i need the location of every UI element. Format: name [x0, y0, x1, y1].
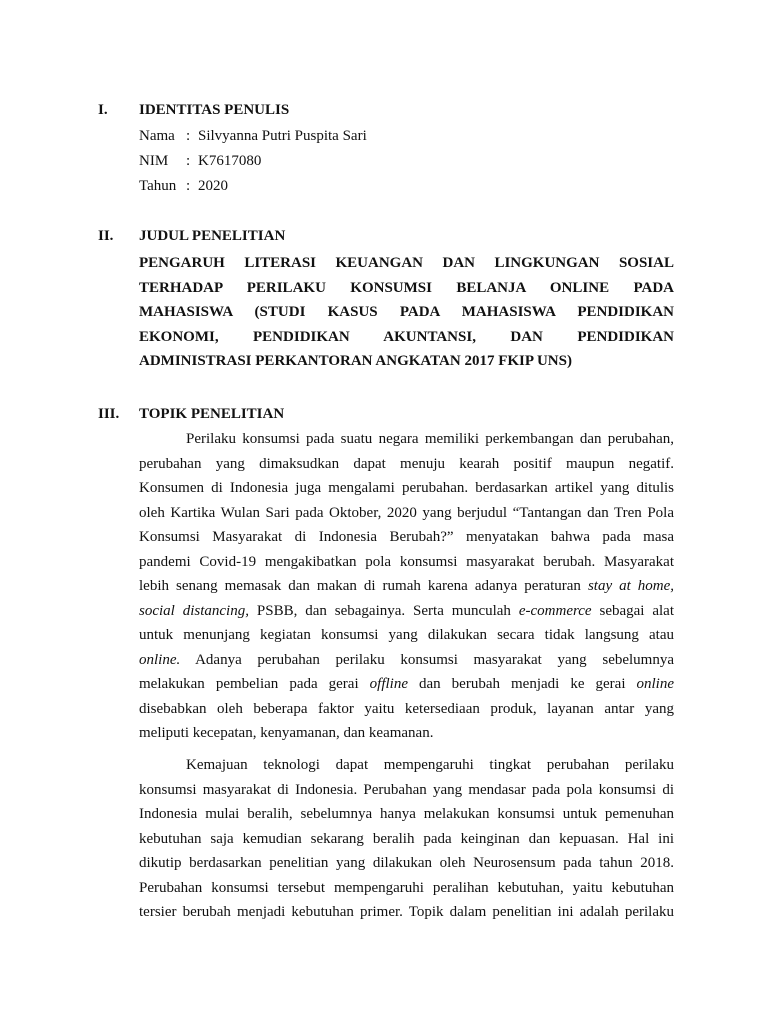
- research-title-line: ADMINISTRASI PERKANTORAN ANGKATAN 2017 FKIP UNS): [139, 353, 572, 369]
- research-title-line: TERHADAP PERILAKU KONSUMSI BELANJA ONLINE PADA: [139, 279, 674, 296]
- section-number-3: III.: [98, 406, 120, 422]
- paragraph-line: [139, 599, 674, 624]
- text-run: lebih senang memasak dan makan di rumah karena adanya peraturan: [139, 578, 588, 594]
- paragraph-line: kebutuhan saja kemudian sekarang beralih pada keinginan dan kepuasan. Hal ini: [139, 830, 674, 847]
- text-run: PSBB, dan sebagainya. Serta munculah: [248, 602, 519, 619]
- italic-term: e-commerce: [518, 602, 592, 619]
- paragraph-line: Kemajuan teknologi dapat mempengaruhi tingkat perubahan perilaku: [186, 757, 674, 773]
- paragraph-line: perubahan yang dimaksudkan dapat menuju kearah positif maupun negatif.: [139, 455, 674, 472]
- identity-colon: :: [186, 128, 191, 144]
- italic-term: online: [636, 676, 675, 692]
- identity-value: Silvyanna Putri Puspita Sari: [198, 128, 367, 144]
- paragraph-line: disebabkan oleh beberapa faktor yaitu ketersediaan produk, layanan antar yang: [139, 700, 674, 717]
- research-title-line: EKONOMI, PENDIDIKAN AKUNTANSI, DAN PENDIDIKAN: [139, 328, 674, 345]
- italic-term: online.: [139, 651, 181, 668]
- paragraph-line: [139, 648, 674, 673]
- paragraph-line: dikutip berdasarkan penelitian yang dilakukan oleh Neurosensum pada tahun 2018.: [139, 855, 674, 871]
- paragraph-line: Indonesia mulai beralih, sebelumnya hanya melakukan konsumsi untuk pemenuhan: [139, 806, 674, 822]
- paragraph-line: Perubahan konsumsi tersebut mempengaruhi peralihan kebutuhan, yaitu kebutuhan: [139, 879, 674, 896]
- research-title-line: MAHASISWA (STUDI KASUS PADA MAHASISWA PENDIDIKAN: [139, 304, 674, 320]
- italic-term: stay at home,: [587, 578, 674, 594]
- section-number-2: II.: [98, 228, 114, 244]
- paragraph-line: oleh Kartika Wulan Sari pada Oktober, 2020 yang berjudul “Tantangan dan Tren Pola: [139, 504, 674, 521]
- identity-label: Tahun: [139, 178, 177, 194]
- identity-label: NIM: [139, 153, 169, 169]
- paragraph-line: meliputi kecepatan, kenyamanan, dan keamanan.: [139, 725, 434, 741]
- text-run: Adanya perubahan perilaku konsumsi masyarakat yang sebelumnya: [180, 651, 674, 668]
- identity-label: Nama: [139, 128, 175, 144]
- section-title-judul: JUDUL PENELITIAN: [139, 228, 286, 244]
- identity-value: K7617080: [198, 153, 262, 169]
- text-run: melakukan pembelian pada gerai: [139, 676, 370, 692]
- text-run: dan berubah menjadi ke gerai: [407, 676, 637, 692]
- text-run: sebagai alat: [591, 602, 675, 619]
- research-title: [139, 251, 674, 374]
- identity-value: 2020: [198, 178, 228, 194]
- paragraph-line: [139, 672, 674, 697]
- paragraph-line: Konsumen di Indonesia juga mengalami perubahan. berdasarkan artikel yang ditulis: [139, 480, 674, 496]
- paragraph-line: pandemi Covid-19 mengakibatkan pola konsumsi masyarakat berubah. Masyarakat: [139, 553, 674, 570]
- paragraph-line: Perilaku konsumsi pada suatu negara memiliki perkembangan dan perubahan,: [186, 431, 674, 447]
- paragraph-line: untuk menunjang kegiatan konsumsi yang dilakukan secara tidak langsung atau: [139, 627, 674, 643]
- paragraph-line: konsumsi masyarakat di Indonesia. Perubahan yang mendasar pada pola konsumsi di: [139, 781, 674, 798]
- paragraph-line: tersier berubah menjadi kebutuhan primer. Topik dalam penelitian ini adalah perilaku: [139, 904, 674, 920]
- italic-term: social distancing,: [139, 602, 249, 619]
- section-number-1: I.: [98, 102, 108, 118]
- paragraph-line: [139, 574, 674, 599]
- identity-colon: :: [186, 178, 191, 194]
- italic-term: offline: [369, 676, 408, 692]
- research-title-line: PENGARUH LITERASI KEUANGAN DAN LINGKUNGAN SOSIAL: [139, 255, 674, 271]
- paragraph-line: Konsumsi Masyarakat di Indonesia Berubah?” menyatakan bahwa pada masa: [139, 529, 674, 545]
- identity-colon: :: [186, 153, 191, 169]
- paragraph-2: [139, 753, 674, 925]
- paragraph-1: [139, 427, 674, 746]
- section-title-identitas: IDENTITAS PENULIS: [139, 102, 290, 118]
- section-title-topik: TOPIK PENELITIAN: [139, 406, 285, 422]
